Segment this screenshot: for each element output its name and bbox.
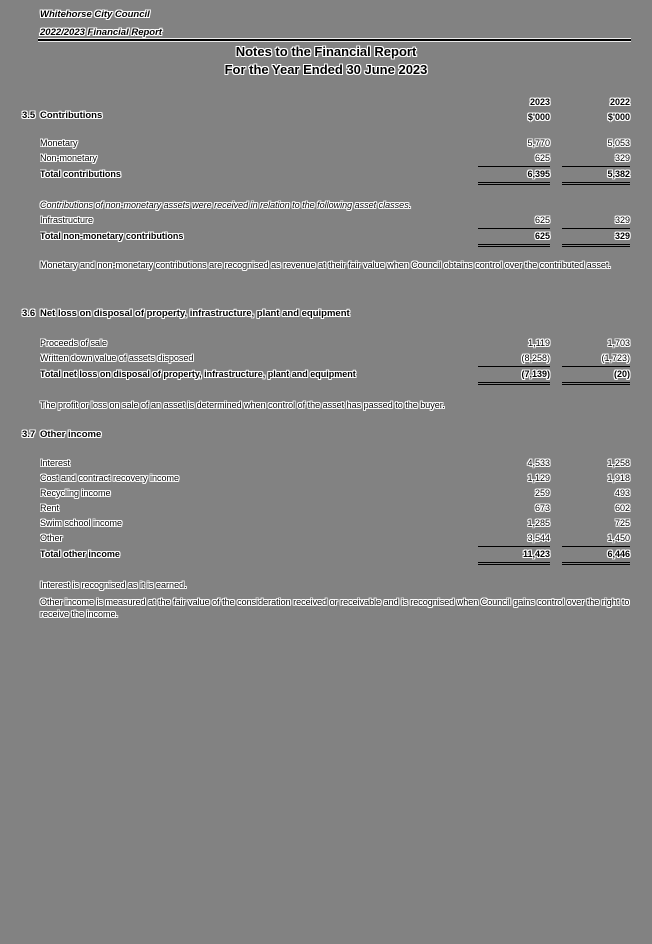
section-heading-3-6 bbox=[22, 308, 350, 319]
value-2023: (8,258) bbox=[521, 353, 550, 363]
table-row bbox=[0, 486, 652, 501]
section-heading-3-7 bbox=[22, 429, 101, 440]
section-number: 3.7 bbox=[22, 429, 36, 440]
note-contributions-recognition: Monetary and non-monetary contributions are recognised as revenue at their fair value when Council obtains control over the contributed asset. bbox=[40, 260, 611, 270]
value-2022: 725 bbox=[614, 518, 630, 528]
value-2022: 1,258 bbox=[607, 458, 630, 468]
col-unit-2022: $'000 bbox=[607, 112, 630, 122]
note-non-monetary-classes: Contributions of non-monetary assets were received in relation to the following asset classes. bbox=[40, 200, 412, 210]
col-unit-2023: $'000 bbox=[527, 112, 550, 122]
value-2022: (1,723) bbox=[601, 353, 630, 363]
value-2022: 5,382 bbox=[562, 166, 630, 185]
note-disposal-recognition: The profit or loss on sale of an asset is determined when control of the asset has passed to the buyer. bbox=[40, 400, 445, 410]
table-row bbox=[0, 151, 652, 166]
value-2023: 625 bbox=[534, 215, 550, 225]
section-title: Contributions bbox=[40, 110, 103, 121]
row-label: Cost and contract recovery income bbox=[40, 473, 180, 483]
row-label: Total other income bbox=[40, 549, 120, 559]
value-2023: 6,395 bbox=[478, 166, 550, 185]
row-label: Recycling income bbox=[40, 488, 111, 498]
disposal-table bbox=[0, 336, 652, 381]
row-label: Written down value of assets disposed bbox=[40, 353, 194, 363]
table-row bbox=[0, 456, 652, 471]
row-label: Proceeds of sale bbox=[40, 338, 108, 348]
masthead-org: Whitehorse City Council bbox=[40, 9, 150, 20]
table-row bbox=[0, 336, 652, 351]
contributions-table bbox=[0, 136, 652, 181]
row-label: Swim school income bbox=[40, 518, 123, 528]
row-label: Infrastructure bbox=[40, 215, 94, 225]
col-header-2022: 2022 bbox=[609, 97, 630, 107]
header-rule bbox=[38, 39, 631, 41]
value-2022: 493 bbox=[614, 488, 630, 498]
row-label: Total non-monetary contributions bbox=[40, 231, 184, 241]
year-header-row bbox=[0, 95, 652, 110]
table-total-row bbox=[0, 166, 652, 181]
value-2023: 625 bbox=[478, 228, 550, 247]
value-2022: 5,053 bbox=[607, 138, 630, 148]
table-row bbox=[0, 136, 652, 151]
note-other-income-recognition: Other income is measured at the fair value of the consideration received or receivable and is recognised when Council gains control over the right to receive the income. bbox=[40, 597, 630, 619]
value-2023: 5,770 bbox=[527, 138, 550, 148]
col-header-2023: 2023 bbox=[529, 97, 550, 107]
value-2022: 329 bbox=[614, 215, 630, 225]
value-2022: 6,446 bbox=[562, 546, 630, 565]
row-label: Monetary bbox=[40, 138, 78, 148]
table-row bbox=[0, 531, 652, 546]
value-2022: 1,450 bbox=[607, 533, 630, 543]
table-row bbox=[0, 471, 652, 486]
value-2023: 1,119 bbox=[528, 338, 550, 348]
section-title: Net loss on disposal of property, infrastructure, plant and equipment bbox=[40, 308, 350, 319]
note-interest-recognition: Interest is recognised as it is earned. bbox=[40, 580, 187, 590]
value-2023: 4,533 bbox=[527, 458, 550, 468]
row-label: Total contributions bbox=[40, 169, 121, 179]
row-label: Rent bbox=[40, 503, 60, 513]
row-label: Non-monetary bbox=[40, 153, 98, 163]
row-label: Total net loss on disposal of property, infrastructure, plant and equipment bbox=[40, 369, 356, 379]
value-2022: (20) bbox=[562, 366, 630, 385]
section-heading-3-5 bbox=[22, 110, 102, 121]
value-2022: 602 bbox=[614, 503, 630, 513]
table-total-row bbox=[0, 366, 652, 381]
table-row bbox=[0, 213, 652, 228]
table-row bbox=[0, 351, 652, 366]
table-total-row bbox=[0, 546, 652, 561]
section-number: 3.5 bbox=[22, 110, 36, 121]
value-2023: 11,423 bbox=[478, 546, 550, 565]
value-2023: 1,285 bbox=[527, 518, 550, 528]
value-2023: 673 bbox=[534, 503, 550, 513]
value-2023: 3,544 bbox=[527, 533, 550, 543]
row-label: Other bbox=[40, 533, 63, 543]
value-2022: 329 bbox=[614, 153, 630, 163]
table-total-row bbox=[0, 228, 652, 243]
value-2022: 329 bbox=[562, 228, 630, 247]
section-number: 3.6 bbox=[22, 308, 36, 319]
value-2023: 259 bbox=[534, 488, 550, 498]
non-monetary-table bbox=[0, 213, 652, 243]
page-title-line1: Notes to the Financial Report bbox=[235, 44, 417, 59]
value-2022: 1,918 bbox=[607, 473, 630, 483]
page-title-line2: For the Year Ended 30 June 2023 bbox=[224, 62, 428, 77]
other-income-table bbox=[0, 456, 652, 561]
value-2023: (7,139) bbox=[478, 366, 550, 385]
table-row bbox=[0, 516, 652, 531]
value-2023: 625 bbox=[534, 153, 550, 163]
masthead-report: 2022/2023 Financial Report bbox=[40, 27, 162, 38]
table-row bbox=[0, 501, 652, 516]
value-2022: 1,703 bbox=[607, 338, 630, 348]
row-label: Interest bbox=[40, 458, 71, 468]
section-title: Other income bbox=[40, 429, 102, 440]
value-2023: 1,129 bbox=[527, 473, 550, 483]
